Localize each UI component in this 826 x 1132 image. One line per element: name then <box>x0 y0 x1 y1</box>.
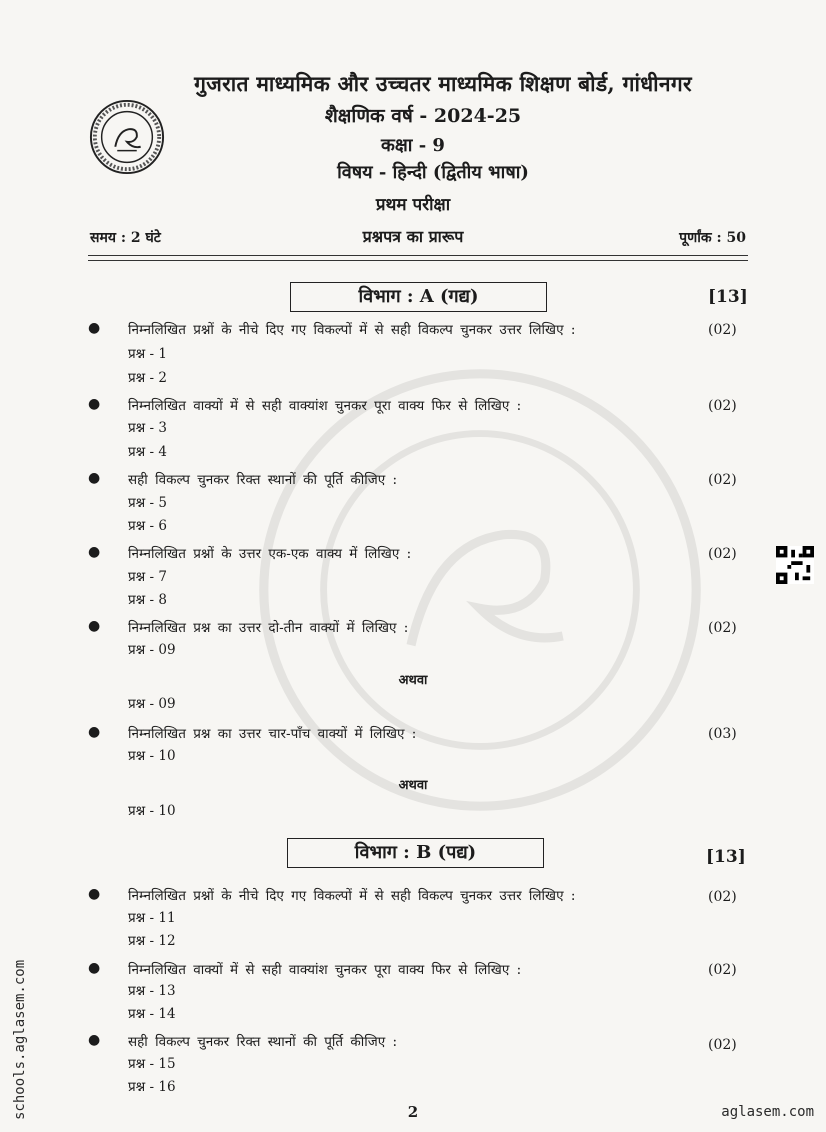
question-item: प्रश्न - 10 <box>128 748 176 764</box>
class-label: कक्षा - 9 <box>381 135 445 156</box>
question-instruction: निम्नलिखित प्रश्नों के नीचे दिए गए विकल्पों में से सही विकल्प चुनकर उत्तर लिखिए : <box>128 322 576 338</box>
bullet-dot-icon: ● <box>88 618 101 634</box>
bullet-dot-icon: ● <box>88 886 101 902</box>
question-marks: (02) <box>708 889 737 905</box>
section-b-marks: [13] <box>706 847 746 867</box>
section-a-marks: [13] <box>708 287 748 307</box>
question-item: प्रश्न - 1 <box>128 346 167 362</box>
question-item: प्रश्न - 10 <box>128 803 176 819</box>
question-instruction: निम्नलिखित प्रश्नों के उत्तर एक-एक वाक्य में लिखिए : <box>128 546 412 562</box>
question-item: प्रश्न - 7 <box>128 569 167 585</box>
question-item: प्रश्न - 15 <box>128 1056 176 1072</box>
exam-time: समय : 2 घंटे <box>90 230 161 246</box>
subject-label: विषय - हिन्दी (द्वितीय भाषा) <box>337 162 529 183</box>
section-b-title: विभाग : B (पद्य) <box>287 838 544 868</box>
question-item: प्रश्न - 6 <box>128 518 167 534</box>
question-marks: (02) <box>708 1037 737 1053</box>
bullet-dot-icon: ● <box>88 724 101 740</box>
academic-year: शैक्षणिक वर्ष - 2024-25 <box>324 105 522 127</box>
question-item: प्रश्न - 09 <box>128 696 176 712</box>
question-instruction: निम्नलिखित प्रश्नों के नीचे दिए गए विकल्पों में से सही विकल्प चुनकर उत्तर लिखिए : <box>128 888 576 904</box>
question-instruction: सही विकल्प चुनकर रिक्त स्थानों की पूर्ति कीजिए : <box>128 472 398 488</box>
board-name: गुजरात माध्यमिक और उच्चतर माध्यमिक शिक्षण बोर्ड, गांधीनगर <box>194 71 692 96</box>
bullet-dot-icon: ● <box>88 960 101 976</box>
exam-label: प्रथम परीक्षा <box>375 195 451 215</box>
background-seal-watermark <box>250 360 710 820</box>
question-item: प्रश्न - 12 <box>128 933 176 949</box>
question-item: प्रश्न - 14 <box>128 1006 176 1022</box>
paper-format-title: प्रश्नपत्र का प्रारूप <box>362 227 464 246</box>
page-number: 2 <box>407 1103 419 1121</box>
header-divider-second <box>88 260 748 261</box>
total-marks: पूर्णांक : 50 <box>679 230 746 246</box>
question-item: प्रश्न - 4 <box>128 444 167 460</box>
question-marks: (02) <box>708 546 737 562</box>
qr-code-icon <box>776 546 814 584</box>
question-marks: (02) <box>708 472 737 488</box>
section-a-title: विभाग : A (गद्य) <box>290 282 547 312</box>
bullet-dot-icon: ● <box>88 396 101 412</box>
or-separator: अथवा <box>398 673 428 688</box>
question-item: प्रश्न - 11 <box>128 910 176 926</box>
question-item: प्रश्न - 13 <box>128 983 176 999</box>
or-separator: अथवा <box>398 778 428 793</box>
bullet-dot-icon: ● <box>88 544 101 560</box>
side-watermark: schools.aglasem.com <box>12 959 28 1120</box>
question-marks: (02) <box>708 322 737 338</box>
question-item: प्रश्न - 09 <box>128 642 176 658</box>
bullet-dot-icon: ● <box>88 1032 101 1048</box>
bullet-dot-icon: ● <box>88 320 101 336</box>
question-item: प्रश्न - 8 <box>128 592 167 608</box>
question-marks: (03) <box>708 726 737 742</box>
corner-watermark: aglasem.com <box>721 1104 814 1120</box>
question-item: प्रश्न - 2 <box>128 370 167 386</box>
question-item: प्रश्न - 3 <box>128 420 167 436</box>
bullet-dot-icon: ● <box>88 470 101 486</box>
question-marks: (02) <box>708 398 737 414</box>
question-instruction: निम्नलिखित वाक्यों में से सही वाक्यांश चुनकर पूरा वाक्य फिर से लिखिए : <box>128 962 522 978</box>
question-item: प्रश्न - 16 <box>128 1079 176 1095</box>
question-instruction: निम्नलिखित प्रश्न का उत्तर दो-तीन वाक्यों में लिखिए : <box>128 620 409 636</box>
question-marks: (02) <box>708 962 737 978</box>
question-instruction: सही विकल्प चुनकर रिक्त स्थानों की पूर्ति कीजिए : <box>128 1034 398 1050</box>
question-item: प्रश्न - 5 <box>128 495 167 511</box>
header-divider <box>88 255 748 256</box>
question-instruction: निम्नलिखित प्रश्न का उत्तर चार-पाँच वाक्यों में लिखिए : <box>128 726 417 742</box>
question-marks: (02) <box>708 620 737 636</box>
question-instruction: निम्नलिखित वाक्यों में से सही वाक्यांश चुनकर पूरा वाक्य फिर से लिखिए : <box>128 398 522 414</box>
